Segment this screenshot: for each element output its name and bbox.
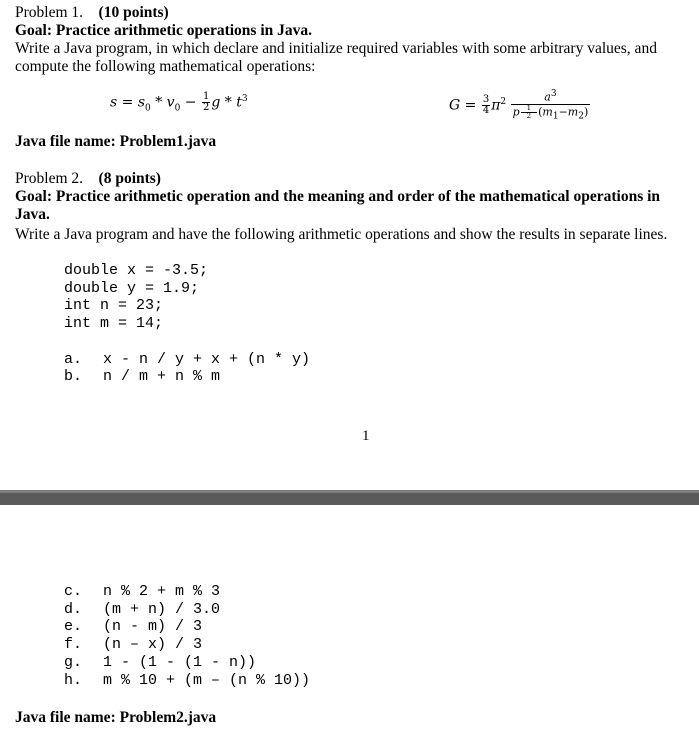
formula-g: G = $\frac{3}{4}$ $\pi^2$ $a^3$ p $\frac{1}{2}$ $(m_1-m_2)$ [449, 89, 589, 122]
op-label: h. [64, 672, 83, 689]
op-label: f. [64, 636, 83, 653]
code-declaration: double y = 1.9; [64, 280, 200, 297]
code-declaration: double x = -3.5; [64, 262, 209, 279]
op-expression: x - n / y + x + (n * y) [103, 351, 311, 368]
problem2-header [15, 170, 161, 188]
op-expression: n % 2 + m % 3 [103, 583, 221, 600]
problem2-heading: Problem 2. [15, 170, 84, 187]
op-expression: m % 10 + (m – (n % 10)) [103, 672, 311, 689]
op-label: e. [64, 618, 83, 635]
problem1-goal: Goal: Practice arithmetic operations in Java. [15, 22, 313, 39]
problem2-goal: Goal: Practice arithmetic operation and the meaning and order of the mathematical operations in Java. [15, 188, 661, 223]
op-expression: (n – x) / 3 [103, 636, 203, 653]
op-expression: (m + n) / 3.0 [103, 601, 221, 618]
problem1-description: Write a Java program, in which declare and initialize required variables with some arbitrary values, and compute the following mathematical operations: [15, 40, 657, 75]
op-label: g. [64, 654, 83, 671]
problem1-points: (10 points) [98, 4, 169, 21]
op-label: a. [64, 351, 83, 368]
formula-displacement: $s = s_0 * v_0$ − $\frac{1}{2}$ g * $t^3$ [110, 91, 248, 114]
op-label: d. [64, 601, 83, 618]
op-expression: 1 - (1 - (1 - n)) [103, 654, 257, 671]
problem2-file-name: Java file name: Problem2.java [15, 709, 217, 726]
code-declaration: int m = 14; [64, 315, 164, 332]
problem2-description: Write a Java program and have the following arithmetic operations and show the results in separate lines. [15, 226, 668, 243]
problem1-file-name: Java file name: Problem1.java [15, 133, 217, 150]
op-expression: (n - m) / 3 [103, 618, 203, 635]
problem1-heading: Problem 1. [15, 4, 84, 21]
problem1-header [15, 4, 169, 22]
page-number: 1 [362, 428, 370, 444]
code-declaration: int n = 23; [64, 297, 164, 314]
op-label: b. [64, 368, 83, 385]
page-2 [0, 505, 699, 731]
page-separator [0, 490, 699, 505]
op-expression: n / m + n % m [103, 368, 221, 385]
problem2-points: (8 points) [98, 170, 161, 187]
op-label: c. [64, 583, 83, 600]
